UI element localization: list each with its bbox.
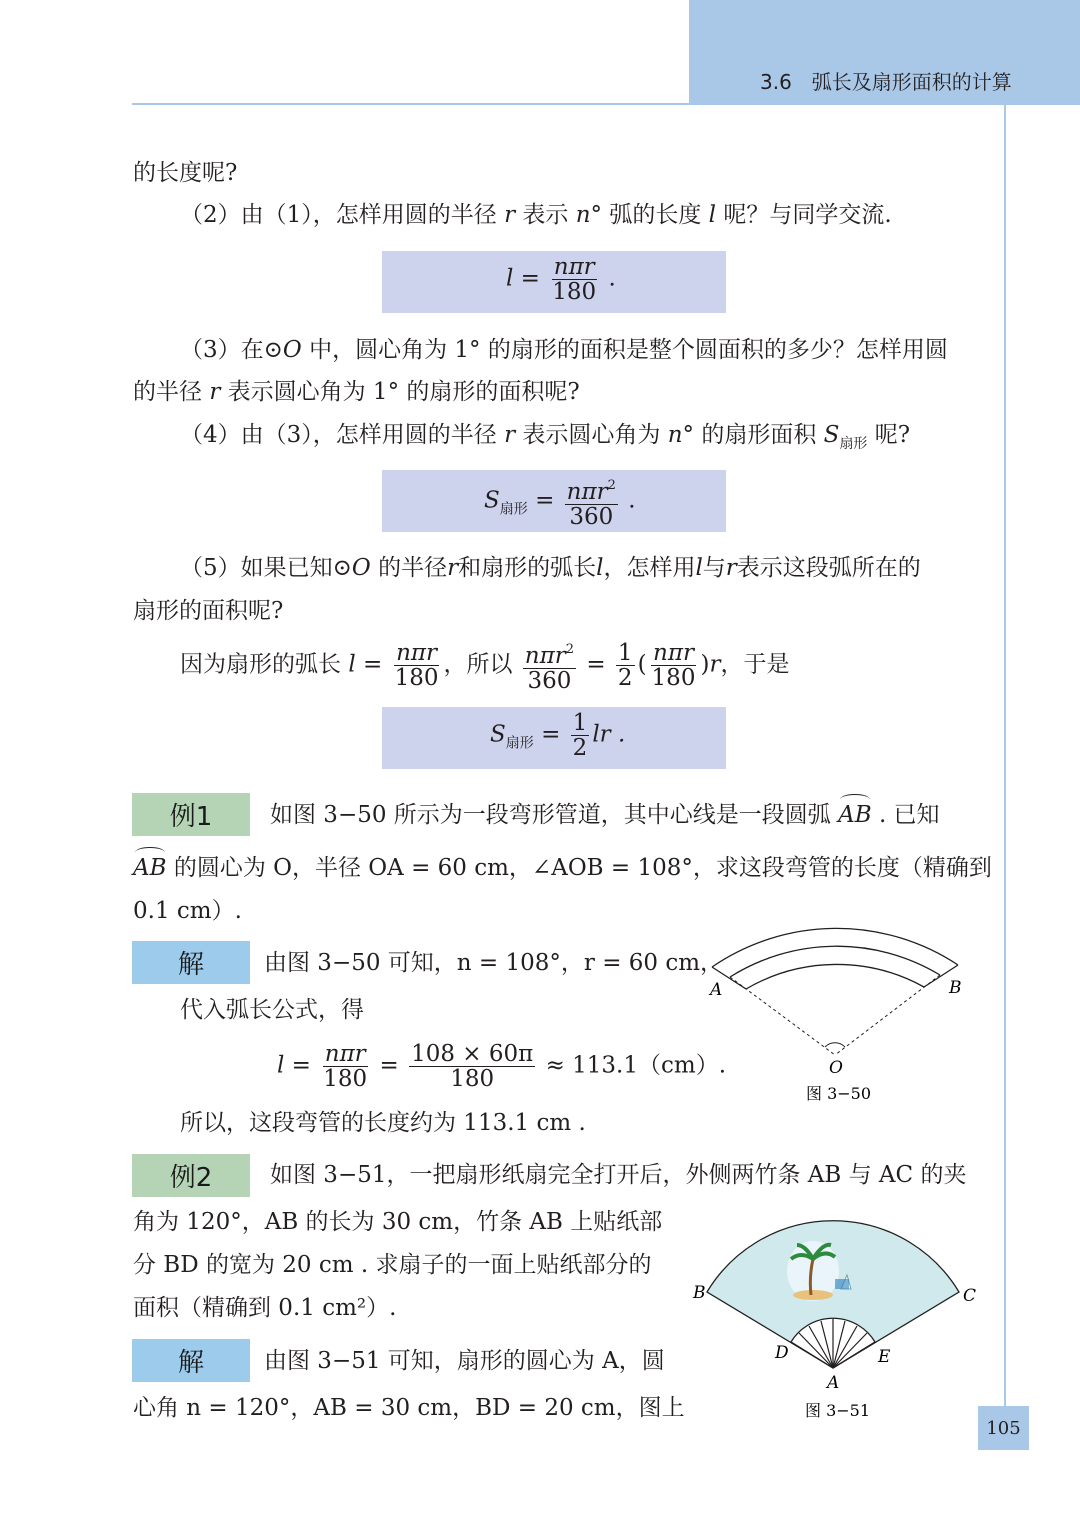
solution-2-line2: 心角 n = 120°，AB = 30 cm，BD = 20 cm，图上 [133, 1395, 685, 1421]
radius-ob [835, 975, 940, 1055]
example-1-line2: AB 的圆心为 O，半径 OA = 60 cm，∠AOB = 108°，求这段弯管的长度（精确到 [133, 855, 992, 881]
figure-3-51 [685, 1215, 985, 1425]
arc-length-formula-box [382, 251, 726, 313]
center-arc [730, 946, 940, 977]
header-rule [132, 103, 1080, 105]
solution-1-conclusion: 所以，这段弯管的长度约为 113.1 cm . [180, 1110, 586, 1136]
fig51-caption: 图 3−51 [805, 1401, 871, 1420]
solution-2-line1: 由图 3−51 可知，扇形的圆心为 A，圆 [264, 1348, 665, 1374]
radius-oa [730, 977, 835, 1055]
figure-3-50 [700, 905, 970, 1110]
fig50-caption: 图 3−50 [806, 1084, 872, 1103]
solution-1-tag: 解 [132, 941, 250, 984]
question-5-line1: （5）如果已知⊙O 的半径r和扇形的弧长l，怎样用l与r表示这段弧所在的 [180, 555, 921, 581]
sector-area-formula: $S_{扇形}$ = $\frac{n\pi r^2}{360}$ . [484, 474, 636, 529]
example-2-line1: 如图 3−51，一把扇形纸扇完全打开后，外侧两竹条 AB 与 AC 的夹 [270, 1162, 967, 1188]
section-title: 3.6 弧长及扇形面积的计算 [760, 70, 1012, 94]
solution-1-line2: 代入弧长公式，得 [180, 997, 364, 1023]
solution-1-equation: l = $\frac{\text{nπr}}{180}$ = $\frac{108 \times 60\pi}{180}$ ≈ 113.1（cm）. [277, 1041, 727, 1092]
arc-length-formula: l = $\frac{\text{nπr}}{180}$ . [506, 254, 616, 305]
example-2-line3: 分 BD 的宽为 20 cm . 求扇子的一面上贴纸部分的 [133, 1252, 652, 1278]
page-number: 105 [978, 1406, 1029, 1450]
solution-1-line1: 由图 3−50 可知，n = 108°，r = 60 cm， [264, 950, 724, 976]
derivation-line: 因为扇形的弧长 l = $\frac{\text{nπr}}{180}$ ，所以 $\frac{n\pi r^2}{360}$ = $\frac{1}{2}$ ( $\frac{\text{nπr}}{180}$ )r，于是 [180, 640, 790, 694]
fig51-label-e: E [878, 1347, 891, 1367]
example-1-line3: 0.1 cm）. [133, 898, 242, 924]
example-1-tag: 例1 [132, 793, 250, 836]
paragraph-continuation: 的长度呢? [133, 160, 238, 186]
fig51-label-d: D [775, 1343, 789, 1363]
margin-rule [1004, 104, 1006, 1444]
outer-arc [712, 928, 958, 967]
question-2: （2）由（1），怎样用圆的半径 r 表示 n° 弧的长度 l 呢？与同学交流. [180, 202, 892, 228]
question-3-line1: （3）在⊙O 中，圆心角为 1° 的扇形的面积是整个圆面积的多少？怎样用圆 [180, 337, 948, 363]
question-4: （4）由（3），怎样用圆的半径 r 表示圆心角为 n° 的扇形面积 $S_{扇形}$ 呢? [180, 422, 911, 452]
sector-area-arc-formula: $S_{扇形}$ = $\frac{1}{2}$ lr . [490, 710, 626, 761]
example-2-tag: 例2 [132, 1154, 250, 1197]
solution-2-tag: 解 [132, 1339, 250, 1382]
fig51-label-b: B [693, 1283, 706, 1303]
sector-area-arc-formula-box [382, 707, 726, 769]
question-3-line2: 的半径 r 表示圆心角为 1° 的扇形的面积呢? [133, 379, 580, 405]
example-2-line2: 角为 120°，AB 的长为 30 cm，竹条 AB 上贴纸部 [133, 1209, 663, 1235]
question-5-line2: 扇形的面积呢? [133, 598, 284, 624]
fig51-label-c: C [963, 1286, 977, 1306]
fig51-label-a: A [827, 1373, 840, 1393]
sector-area-formula-box [382, 470, 726, 532]
example-1-line1: 如图 3−50 所示为一段弯形管道，其中心线是一段圆弧 AB . 已知 [270, 802, 940, 828]
inner-arc [746, 964, 924, 989]
example-2-line4: 面积（精确到 0.1 cm²）. [133, 1295, 397, 1321]
angle-mark [825, 1043, 845, 1047]
fig50-label-b: B [949, 978, 962, 998]
fig50-label-o: O [829, 1058, 843, 1078]
fig50-label-a: A [710, 980, 723, 1000]
